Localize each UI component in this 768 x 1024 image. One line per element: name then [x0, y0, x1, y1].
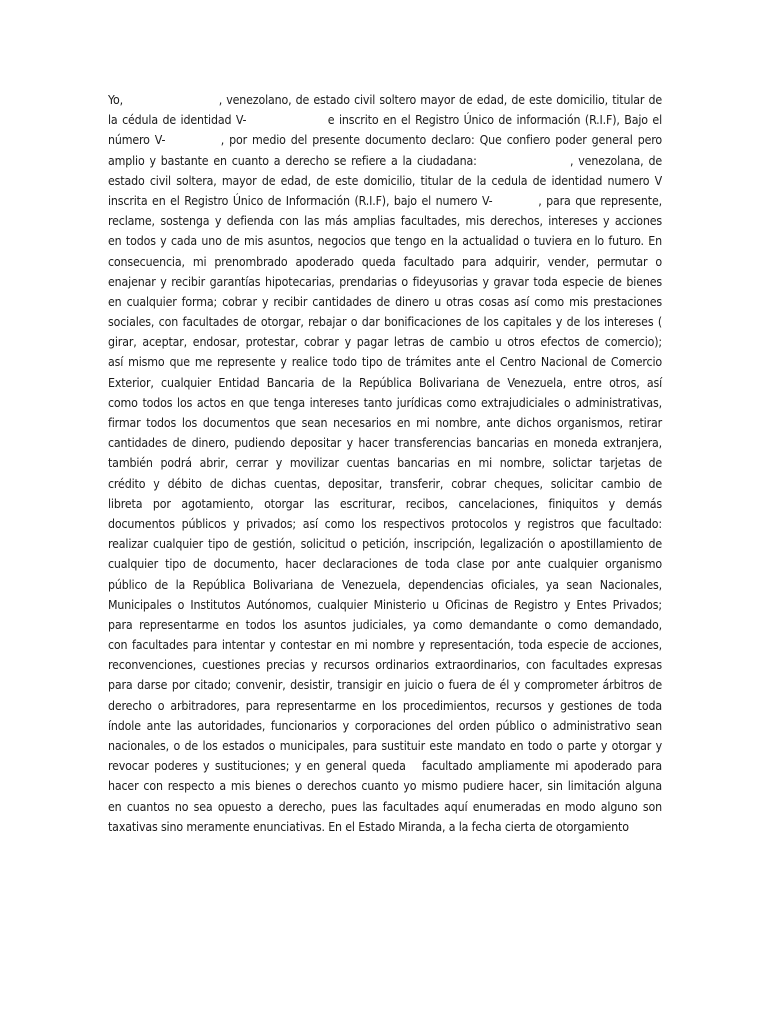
text-line: para darse por citado; convenir, desistir, transigir en juicio o fuera de él y comprometer árbitros de: [108, 678, 662, 693]
text-line: Yo, , venezolano, de estado civil soltero mayor de edad, de este domicilio, titular de: [108, 93, 662, 107]
text-line: girar, aceptar, endosar, protestar, cobrar y pagar letras de cambio u otros efectos de comercio);: [108, 335, 662, 350]
text-line: así mismo que me represente y realice todo tipo de trámites ante el Centro Nacional de Comercio: [108, 355, 662, 370]
text-line: reconvenciones, cuestiones precias y recursos ordinarios extraordinarios, con facultades expresas: [108, 658, 662, 673]
text-line: hacer con respecto a mis bienes o derechos cuanto yo mismo pudiere hacer, sin limitación alguna: [108, 779, 662, 794]
text-line: crédito y débito de dichas cuentas, depositar, transferir, cobrar cheques, solicitar cambio de: [108, 476, 662, 491]
text-line: nacionales, o de los estados o municipales, para sustituir este mandato en todo o parte y otorgar y: [108, 739, 662, 753]
document-page: [108, 90, 662, 837]
text-line: reclame, sostenga y defienda con las más amplias facultades, mis derechos, intereses y acciones: [108, 214, 662, 229]
text-line: estado civil soltera, mayor de edad, de este domicilio, titular de la cedula de identidad numero V: [108, 173, 662, 188]
text-line: también podrá abrir, cerrar y movilizar cuentas bancarias en mi nombre, solictar tarjetas de: [108, 456, 662, 471]
text-line: número V- , por medio del presente documento declaro: Que confiero poder general pero: [108, 133, 662, 148]
power-of-attorney-text: [108, 90, 662, 837]
text-line: amplio y bastante en cuanto a derecho se refiere a la ciudadana: , venezolana, de: [108, 153, 662, 168]
text-line: inscrita en el Registro Único de Información (R.I.F), bajo el numero V- , para que represente,: [108, 193, 662, 208]
text-line: realizar cualquier tipo de gestión, solicitud o petición, inscripción, legalización o apostillamiento de: [108, 537, 662, 552]
text-line: en todos y cada uno de mis asuntos, negocios que tengo en la actualidad o tuviera en lo futuro. En: [108, 234, 662, 249]
text-line: en cualquier forma; cobrar y recibir cantidades de dinero u otras cosas así como mis prestaciones: [108, 294, 662, 309]
text-line: cualquier tipo de documento, hacer declaraciones de toda clase por ante cualquier organismo: [108, 557, 662, 572]
text-line: enajenar y recibir garantías hipotecarias, prendarias o fideyusorias y gravar toda especie de bienes: [108, 274, 662, 289]
text-line: en cuantos no sea opuesto a derecho, pues las facultades aquí enumeradas en modo alguno son: [108, 799, 662, 814]
text-line: documentos públicos y privados; así como los respectivos protocolos y registros que facultado:: [108, 516, 662, 531]
text-line: revocar poderes y sustituciones; y en general queda facultado ampliamente mi apoderado para: [108, 759, 662, 774]
text-line-last: taxativas sino meramente enunciativas. En el Estado Miranda, a la fecha cierta de otorgamiento: [108, 819, 629, 834]
text-line: índole ante las autoridades, funcionarios y corporaciones del orden público o administrativo sean: [108, 718, 662, 733]
text-line: firmar todos los documentos que sean necesarios en mi nombre, ante dichos organismos, retirar: [108, 416, 662, 430]
text-line: derecho o arbitradores, para representarme en los procedimientos, recursos y gestiones de toda: [108, 698, 662, 713]
text-line: como todos los actos en que tenga intereses tanto jurídicas como extrajudiciales o administrativas,: [108, 395, 662, 410]
text-line: sociales, con facultades de otorgar, rebajar o dar bonificaciones de los capitales y de los intereses (: [108, 315, 662, 330]
text-line: con facultades para intentar y contestar en mi nombre y representación, toda especie de acciones,: [108, 638, 662, 653]
text-line: Municipales o Institutos Autónomos, cualquier Ministerio u Oficinas de Registro y Entes Privados;: [108, 597, 662, 612]
text-line: para representarme en todos los asuntos judiciales, ya como demandante o como demandado,: [108, 617, 662, 632]
text-line: libreta por agotamiento, otorgar las escriturar, recibos, cancelaciones, finiquitos y demás: [108, 496, 662, 511]
text-line: consecuencia, mi prenombrado apoderado queda facultado para adquirir, vender, permutar o: [108, 254, 662, 269]
text-line: público de la República Bolivariana de Venezuela, dependencias oficiales, ya sean Nacionales,: [108, 577, 662, 592]
text-line: Exterior, cualquier Entidad Bancaria de la República Bolivariana de Venezuela, entre otros, así: [108, 375, 662, 390]
text-line: cantidades de dinero, pudiendo depositar y hacer transferencias bancarias en moneda extranjera,: [108, 436, 662, 451]
text-line: la cédula de identidad V- e inscrito en el Registro Único de información (R.I.F), Bajo el: [108, 113, 662, 128]
